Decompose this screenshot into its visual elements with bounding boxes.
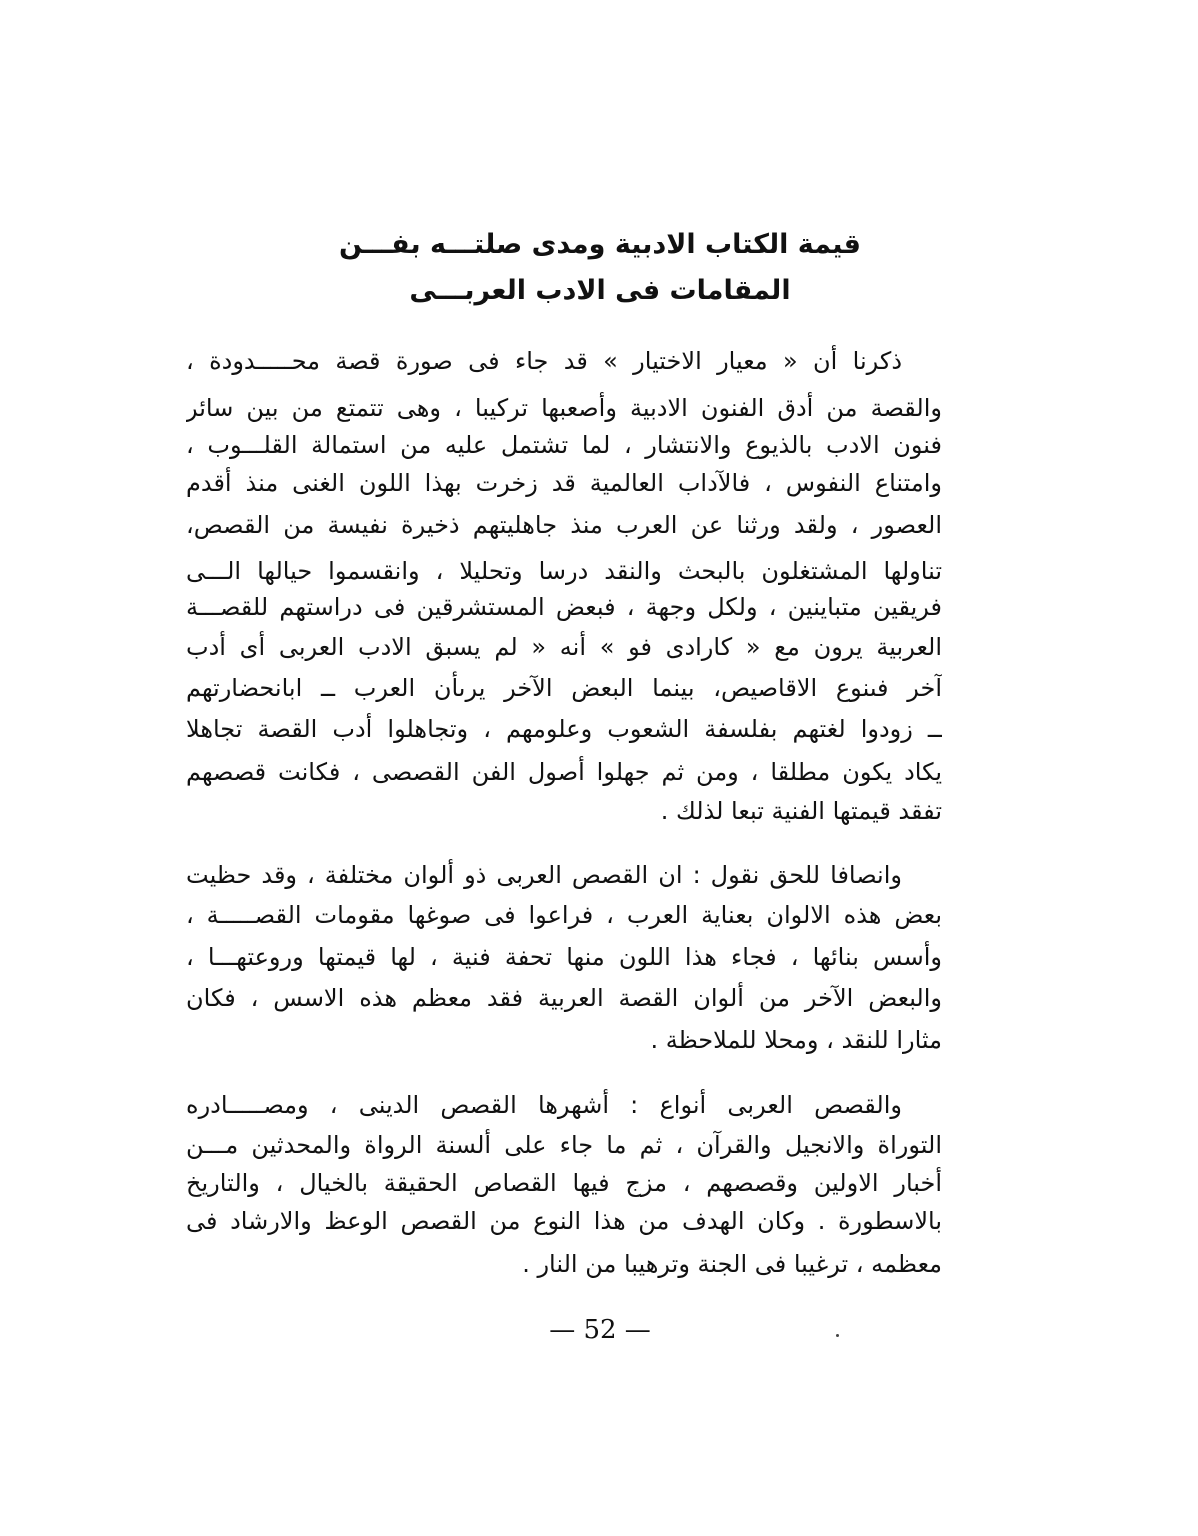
page-number: — 52 — <box>549 1315 651 1345</box>
title-line-1: قيمة الكتاب الادبية ومدى صلتـــه بفـــن <box>339 229 861 260</box>
paragraph-1-line: فريقين متباينين ، ولكل وجهة ، فبعض المستشرقين فى دراستهم للقصـــة <box>186 593 942 621</box>
scan-speck <box>836 1334 839 1337</box>
paragraph-2-line: وانصافا للحق نقول : ان القصص العربى ذو ألوان مختلفة ، وقد حظيت <box>186 861 902 889</box>
paragraph-1-line: تناولها المشتغلون بالبحث والنقد درسا وتحليلا ، وانقسموا حيالها الـــى <box>186 557 942 585</box>
paragraph-1-line: يكاد يكون مطلقا ، ومن ثم جهلوا أصول الفن القصصى ، فكانت قصصهم <box>186 758 942 786</box>
paragraph-1-line: العربية يرون مع « كارادى فو » أنه « لم يسبق الادب العربى أى أدب <box>186 633 942 661</box>
paragraph-1-line: آخر فىنوع الاقاصيص، بينما البعض الآخر يرىأن العرب ــ ابانحضارتهم <box>186 674 942 702</box>
paragraph-1-line: والقصة من أدق الفنون الادبية وأصعبها تركيبا ، وهى تتمتع من بين سائر <box>186 394 942 422</box>
paragraph-1-line: ذكرنا أن « معيار الاختيار » قد جاء فى صورة قصة محـــــدودة ، <box>186 347 902 375</box>
paragraph-3-line: والقصص العربى أنواع : أشهرها القصص الدينى ، ومصـــــادره <box>186 1091 902 1119</box>
paragraph-1-line: تفقد قيمتها الفنية تبعا لذلك . <box>660 797 942 825</box>
paragraph-2-line: مثارا للنقد ، ومحلا للملاحظة . <box>650 1026 942 1054</box>
paragraph-1-line: العصور ، ولقد ورثنا عن العرب منذ جاهليتهم ذخيرة نفيسة من القصص، <box>186 511 942 539</box>
paragraph-1-line: ــ زودوا لغتهم بفلسفة الشعوب وعلومهم ، وتجاهلوا أدب القصة تجاهلا <box>186 715 942 743</box>
paragraph-2-line: وأسس بنائها ، فجاء هذا اللون منها تحفة فنية ، لها قيمتها وروعتهـــا ، <box>186 943 942 971</box>
paragraph-3-line: معظمه ، ترغيبا فى الجنة وترهيبا من النار . <box>522 1250 942 1278</box>
paragraph-2-line: بعض هذه الالوان بعناية العرب ، فراعوا فى صوغها مقومات القصـــــة ، <box>186 901 942 929</box>
title-line-2: المقامات فى الادب العربـــى <box>409 275 791 306</box>
paragraph-3-line: التوراة والانجيل والقرآن ، ثم ما جاء على ألسنة الرواة والمحدثين مـــن <box>186 1131 942 1159</box>
paragraph-3-line: بالاسطورة . وكان الهدف من هذا النوع من القصص الوعظ والارشاد فى <box>186 1207 942 1235</box>
paragraph-1-line: وامتناع النفوس ، فالآداب العالمية قد زخرت بهذا اللون الغنى منذ أقدم <box>186 469 942 497</box>
paragraph-2-line: والبعض الآخر من ألوان القصة العربية فقد معظم هذه الاسس ، فكان <box>186 984 942 1012</box>
paragraph-3-line: أخبار الاولين وقصصهم ، مزج فيها القصاص الحقيقة بالخيال ، والتاريخ <box>186 1169 942 1197</box>
paragraph-1-line: فنون الادب بالذيوع والانتشار ، لما تشتمل عليه من استمالة القلـــوب ، <box>186 431 942 459</box>
chapter-title <box>300 222 900 314</box>
